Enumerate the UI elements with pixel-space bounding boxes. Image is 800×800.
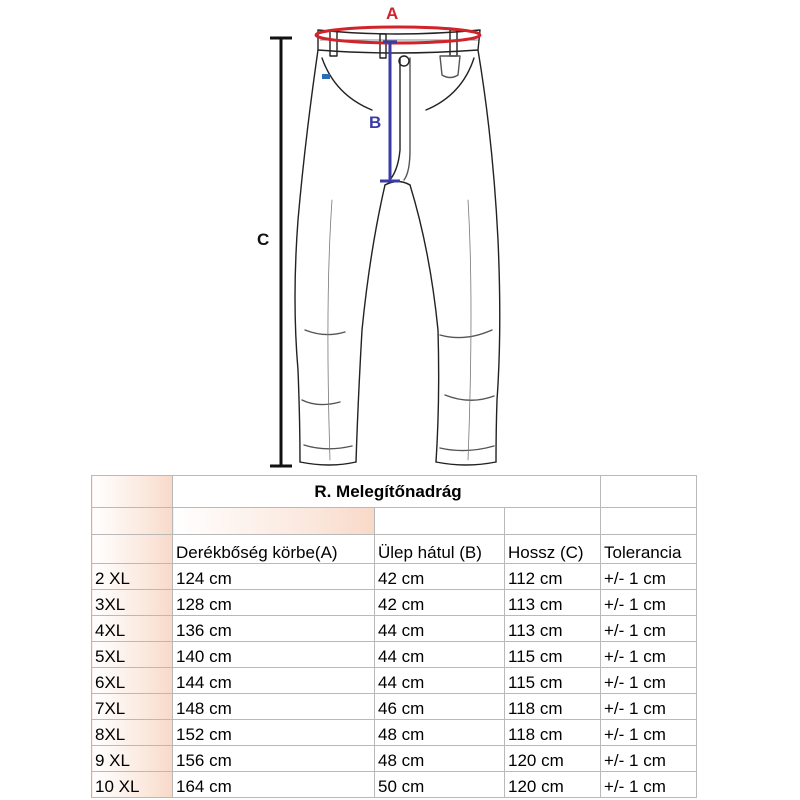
table-row <box>92 772 697 798</box>
size-cell: 3XL <box>92 590 173 616</box>
table-header-row <box>92 535 697 564</box>
tolerance-cell: +/- 1 cm <box>601 746 697 772</box>
measure-a-line <box>316 27 480 43</box>
waist-cell: 148 cm <box>173 694 375 720</box>
rise-cell: 42 cm <box>375 564 505 590</box>
measure-c-label: C <box>257 230 270 249</box>
rise-cell: 50 cm <box>375 772 505 798</box>
length-cell: 115 cm <box>505 642 601 668</box>
table-blank-row <box>92 508 697 535</box>
length-cell: 115 cm <box>505 668 601 694</box>
size-cell: 6XL <box>92 668 173 694</box>
table-row <box>92 564 697 590</box>
table-row <box>92 746 697 772</box>
table-row <box>92 642 697 668</box>
rise-cell: 42 cm <box>375 590 505 616</box>
tolerance-cell: +/- 1 cm <box>601 616 697 642</box>
size-cell: 2 XL <box>92 564 173 590</box>
length-cell: 113 cm <box>505 590 601 616</box>
header-cell-tolerance: Tolerancia <box>601 535 697 564</box>
waist-cell: 144 cm <box>173 668 375 694</box>
measure-c-line <box>270 38 292 466</box>
tolerance-cell: +/- 1 cm <box>601 720 697 746</box>
waist-cell: 128 cm <box>173 590 375 616</box>
waist-cell: 124 cm <box>173 564 375 590</box>
size-cell: 4XL <box>92 616 173 642</box>
rise-cell: 46 cm <box>375 694 505 720</box>
length-cell: 120 cm <box>505 746 601 772</box>
table-row <box>92 616 697 642</box>
tolerance-cell: +/- 1 cm <box>601 590 697 616</box>
header-cell <box>92 535 173 564</box>
table-row <box>92 694 697 720</box>
waist-cell: 152 cm <box>173 720 375 746</box>
tolerance-cell: +/- 1 cm <box>601 564 697 590</box>
tolerance-cell: +/- 1 cm <box>601 772 697 798</box>
rise-cell: 48 cm <box>375 720 505 746</box>
length-cell: 112 cm <box>505 564 601 590</box>
size-cell: 5XL <box>92 642 173 668</box>
tolerance-cell: +/- 1 cm <box>601 668 697 694</box>
table-row <box>92 668 697 694</box>
waist-cell: 140 cm <box>173 642 375 668</box>
label-tag-icon <box>322 74 330 79</box>
length-cell: 120 cm <box>505 772 601 798</box>
length-cell: 118 cm <box>505 720 601 746</box>
rise-cell: 44 cm <box>375 642 505 668</box>
measure-a-label: A <box>386 4 399 23</box>
header-cell-rise: Ülep hátul (B) <box>375 535 505 564</box>
waist-cell: 164 cm <box>173 772 375 798</box>
rise-cell: 44 cm <box>375 668 505 694</box>
measure-b-label: B <box>369 113 382 132</box>
size-cell: 7XL <box>92 694 173 720</box>
length-cell: 113 cm <box>505 616 601 642</box>
size-cell: 9 XL <box>92 746 173 772</box>
header-cell-length: Hossz (C) <box>505 535 601 564</box>
table-title: R. Melegítőnadrág <box>173 476 601 508</box>
rise-cell: 44 cm <box>375 616 505 642</box>
tolerance-cell: +/- 1 cm <box>601 694 697 720</box>
waist-cell: 156 cm <box>173 746 375 772</box>
length-cell: 118 cm <box>505 694 601 720</box>
rise-cell: 48 cm <box>375 746 505 772</box>
size-cell: 10 XL <box>92 772 173 798</box>
header-cell-waist: Derékbőség körbe(A) <box>173 535 375 564</box>
table-row <box>92 590 697 616</box>
tolerance-cell: +/- 1 cm <box>601 642 697 668</box>
measure-b-line <box>380 42 400 181</box>
table-row <box>92 720 697 746</box>
size-table <box>91 475 697 798</box>
size-cell: 8XL <box>92 720 173 746</box>
waist-cell: 136 cm <box>173 616 375 642</box>
trousers-outline <box>295 30 500 465</box>
table-title-row <box>92 476 697 508</box>
